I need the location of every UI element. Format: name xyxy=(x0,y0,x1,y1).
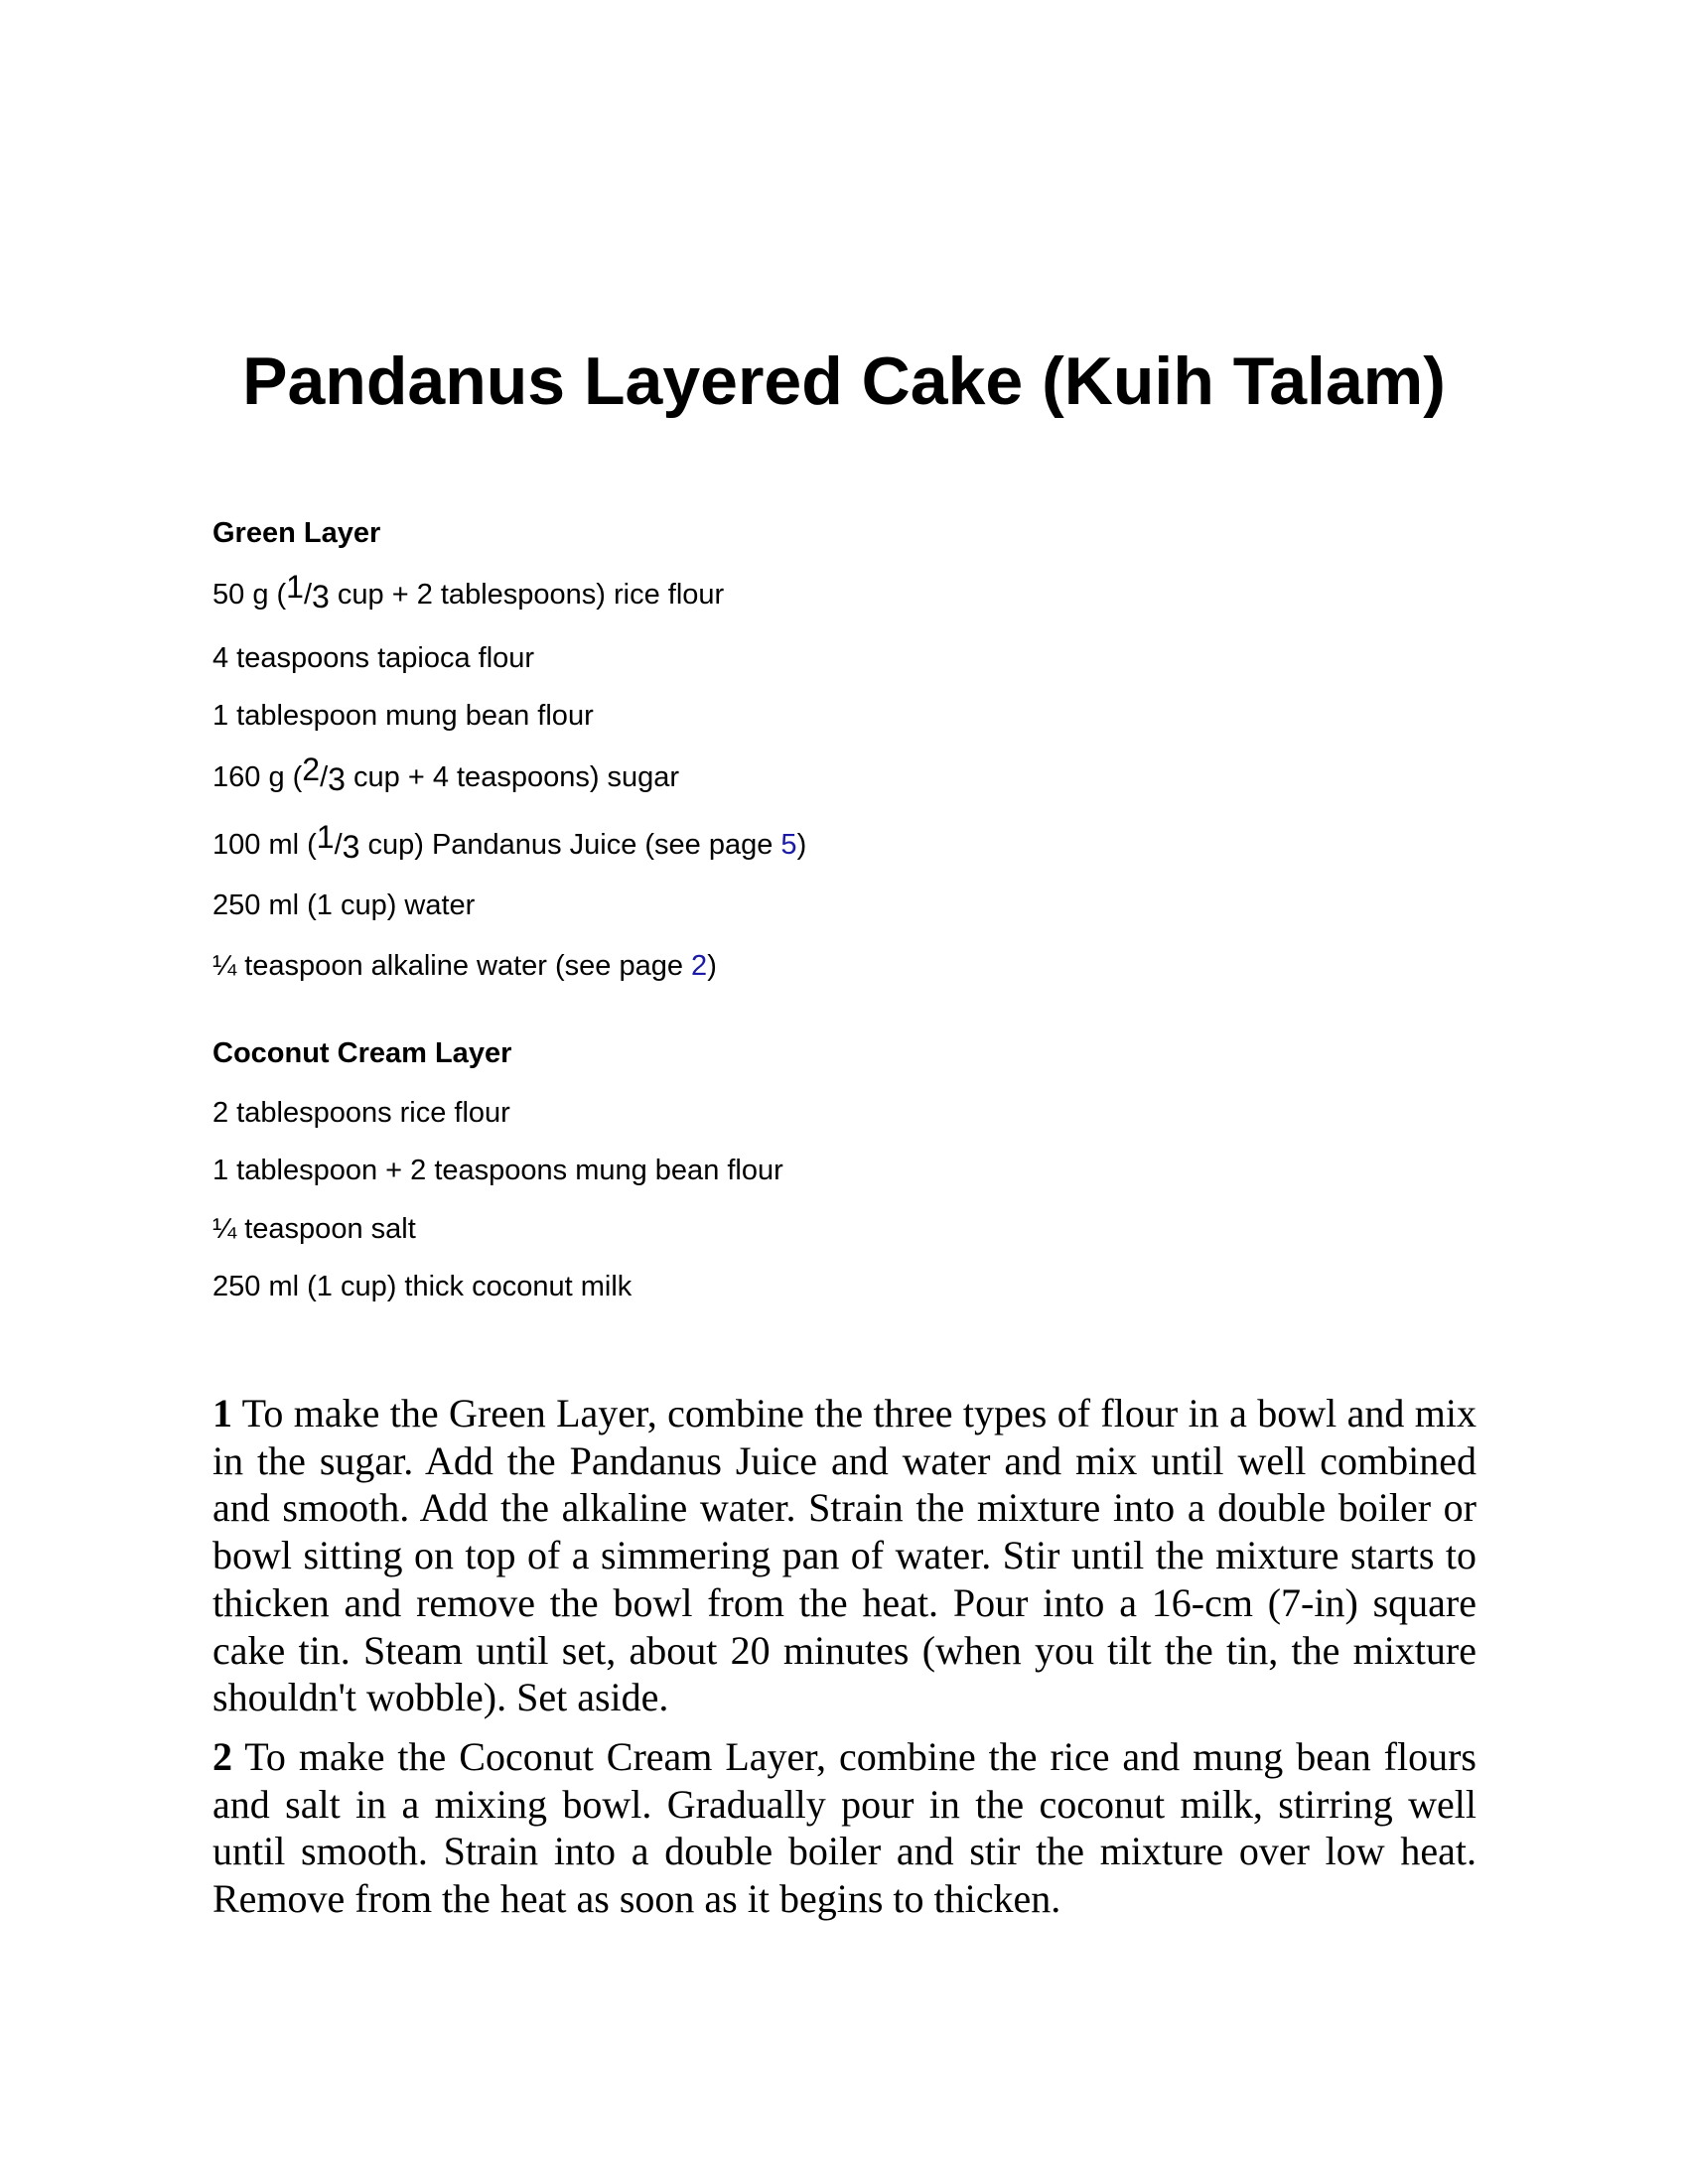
ingredient-item: 50 g ($^1/_3$ cup + 2 tablespoons) rice flour xyxy=(212,569,725,614)
ingredient-item: 250 ml (1 cup) thick coconut milk xyxy=(212,1271,633,1302)
ingredient-item: ¼ teaspoon alkaline water (see page 2) xyxy=(212,950,717,982)
step-text: To make the Coconut Cream Layer, combine the rice and mung bean flours and salt in a mixing bowl. Gradually pour in the coconut milk, stirring well until smooth. Strain into a double boiler and stir the mixture over low heat. Remove from the heat as soon as it begins to thicken. xyxy=(212,1734,1477,1922)
ingredient-item: 1 tablespoon + 2 teaspoons mung bean flour xyxy=(212,1155,783,1186)
method-step xyxy=(212,1733,1477,1923)
ingredient-item: 100 ml ($^1/_3$ cup) Pandanus Juice (see page 5) xyxy=(212,819,807,865)
ingredient-item: 1 tablespoon mung bean flour xyxy=(212,700,594,732)
ingredient-item: 250 ml (1 cup) water xyxy=(212,889,476,921)
method-step xyxy=(212,1390,1477,1721)
page-link[interactable]: 5 xyxy=(780,829,797,861)
ingredient-item: 4 teaspoons tapioca flour xyxy=(212,642,535,674)
ingredient-item: 160 g ($^2/_3$ cup + 4 teaspoons) sugar xyxy=(212,751,680,797)
coconut-layer-heading: Coconut Cream Layer xyxy=(212,1037,512,1069)
page-title: Pandanus Layered Cake (Kuih Talam) xyxy=(242,343,1446,419)
step-number: 2 xyxy=(212,1734,232,1779)
green-layer-heading: Green Layer xyxy=(212,517,381,549)
page-link[interactable]: 2 xyxy=(691,950,708,982)
ingredient-item: 2 tablespoons rice flour xyxy=(212,1097,510,1129)
step-number: 1 xyxy=(212,1391,232,1435)
ingredient-item: ¼ teaspoon salt xyxy=(212,1213,416,1245)
step-text: To make the Green Layer, combine the three types of flour in a bowl and mix in the sugar. Add the Pandanus Juice and water and mix until well combined and smooth. Add the alkaline water. Strain the mixture into a double boiler or bowl sitting on top of a simmering pan of water. Stir until the mixture starts to thicken and remove the bowl from the heat. Pour into a 16-cm (7-in) square cake tin. Steam until set, about 20 minutes (when you tilt the tin, the mixture shouldn't wobble). Set aside. xyxy=(212,1391,1477,1720)
